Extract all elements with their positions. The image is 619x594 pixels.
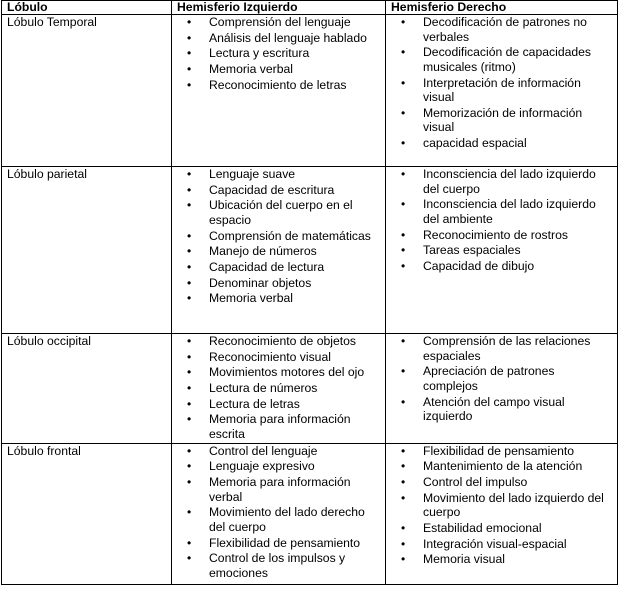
list-item: • Denominar objetos	[177, 276, 379, 291]
list-item: • Flexibilidad de pensamiento	[177, 536, 379, 551]
list-item: • Memoria para información escrita	[177, 412, 379, 441]
list-item: • Manejo de números	[177, 244, 379, 259]
table-body	[2, 15, 618, 585]
list-item: • Atención del campo visual izquierdo	[391, 395, 611, 424]
list-item: • Decodificación de patrones no verbales	[391, 15, 611, 44]
list-item: • Memoria verbal	[177, 62, 379, 77]
table-row	[2, 167, 618, 334]
right-hemisphere-cell	[386, 443, 618, 584]
lobe-name: Lóbulo Temporal	[2, 15, 172, 167]
right-hemisphere-cell	[386, 167, 618, 334]
header-row	[2, 1, 618, 15]
list-item: • Apreciación de patrones complejos	[391, 364, 611, 393]
list-item: • Reconocimiento visual	[177, 350, 379, 365]
list-item: • Movimiento del lado derecho del cuerpo	[177, 505, 379, 534]
list-item: • Reconocimiento de rostros	[391, 228, 611, 243]
list-item: • Ubicación del cuerpo en el espacio	[177, 198, 379, 227]
left-hemisphere-list	[177, 334, 379, 442]
right-hemisphere-list	[391, 444, 611, 567]
lobes-table	[1, 0, 618, 585]
list-item: • Lectura y escritura	[177, 46, 379, 61]
left-hemisphere-list	[177, 167, 379, 306]
list-item: • Integración visual-espacial	[391, 537, 611, 552]
right-hemisphere-list	[391, 334, 611, 424]
left-hemisphere-cell	[172, 443, 386, 584]
list-item: • Lectura de números	[177, 381, 379, 396]
table-row	[2, 443, 618, 584]
left-hemisphere-cell	[172, 334, 386, 444]
left-hemisphere-list	[177, 444, 379, 581]
list-item: • Movimientos motores del ojo	[177, 365, 379, 380]
list-item: • Control del lenguaje	[177, 444, 379, 459]
list-item: • Reconocimiento de letras	[177, 78, 379, 93]
left-hemisphere-list	[177, 15, 379, 92]
header-lobe: Lóbulo	[2, 1, 172, 15]
list-item: • Lectura de letras	[177, 397, 379, 412]
left-hemisphere-cell	[172, 15, 386, 167]
lobe-name: Lóbulo occipital	[2, 334, 172, 444]
header-left-hemisphere: Hemisferio Izquierdo	[172, 1, 386, 15]
list-item: • Análisis del lenguaje hablado	[177, 31, 379, 46]
right-hemisphere-cell	[386, 15, 618, 167]
lobe-name: Lóbulo frontal	[2, 443, 172, 584]
list-item: • Estabilidad emocional	[391, 521, 611, 536]
header-right-hemisphere: Hemisferio Derecho	[386, 1, 618, 15]
list-item: • Interpretación de información visual	[391, 76, 611, 105]
table-row	[2, 15, 618, 167]
list-item: • Comprensión de las relaciones espaciales	[391, 334, 611, 363]
list-item: • capacidad espacial	[391, 136, 611, 151]
list-item: • Control de los impulsos y emociones	[177, 551, 379, 580]
list-item: • Capacidad de escritura	[177, 183, 379, 198]
right-hemisphere-list	[391, 15, 611, 151]
right-hemisphere-cell	[386, 334, 618, 444]
list-item: • Lenguaje expresivo	[177, 459, 379, 474]
list-item: • Reconocimiento de objetos	[177, 334, 379, 349]
list-item: • Movimiento del lado izquierdo del cuerpo	[391, 491, 611, 520]
list-item: • Control del impulso	[391, 475, 611, 490]
list-item: • Decodificación de capacidades musicales (ritmo)	[391, 45, 611, 74]
list-item: • Memoria visual	[391, 552, 611, 567]
list-item: • Memorización de información visual	[391, 106, 611, 135]
list-item: • Memoria para información verbal	[177, 475, 379, 504]
table-row	[2, 334, 618, 444]
list-item: • Tareas espaciales	[391, 243, 611, 258]
list-item: • Inconsciencia del lado izquierdo del cuerpo	[391, 167, 611, 196]
list-item: • Memoria verbal	[177, 291, 379, 306]
list-item: • Lenguaje suave	[177, 167, 379, 182]
list-item: • Capacidad de dibujo	[391, 259, 611, 274]
list-item: • Inconsciencia del lado izquierdo del ambiente	[391, 197, 611, 226]
list-item: • Mantenimiento de la atención	[391, 459, 611, 474]
list-item: • Flexibilidad de pensamiento	[391, 444, 611, 459]
lobe-name: Lóbulo parietal	[2, 167, 172, 334]
list-item: • Comprensión del lenguaje	[177, 15, 379, 30]
list-item: • Capacidad de lectura	[177, 260, 379, 275]
left-hemisphere-cell	[172, 167, 386, 334]
right-hemisphere-list	[391, 167, 611, 274]
list-item: • Comprensión de matemáticas	[177, 229, 379, 244]
